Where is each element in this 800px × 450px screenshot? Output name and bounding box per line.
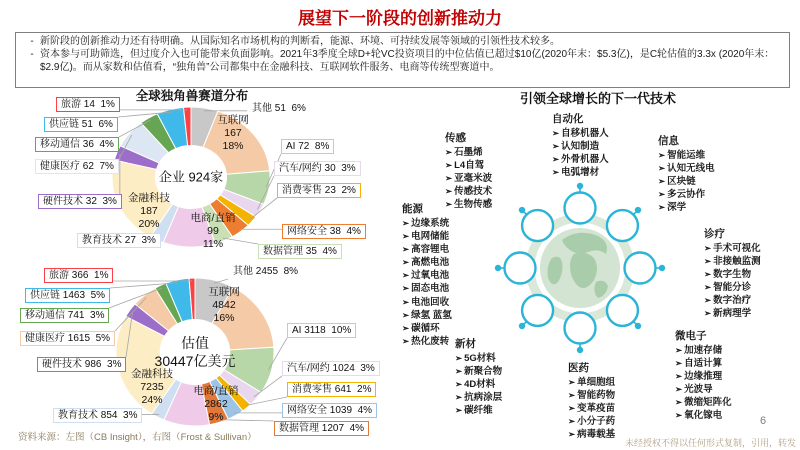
slice-callout-label: AI 72 8%: [281, 139, 334, 154]
arrow-bullet-icon: ➢: [704, 282, 712, 293]
arrow-bullet-icon: ➢: [445, 147, 453, 157]
tech-item-label: 传感技术: [454, 186, 493, 198]
donut-chart-title: 全球独角兽赛道分布: [135, 89, 249, 103]
tech-item: [445, 198, 492, 211]
slice-callout-label: 消费零售 23 2%: [277, 183, 361, 198]
tech-item: [402, 256, 452, 269]
slice-callout-label: 数据管理 1207 4%: [274, 421, 369, 436]
tech-item-label: 绿氢 蓝氢: [411, 309, 452, 321]
slice-callout-label: 网络安全 38 4%: [282, 224, 366, 239]
node-dot: [519, 207, 525, 213]
tech-item-label: 石墨烯: [454, 147, 483, 158]
tech-panel-title: 引领全球增长的下一代技术: [519, 91, 676, 106]
tech-item-label: 新聚合物: [464, 366, 503, 378]
tech-item: [402, 282, 452, 295]
node-dot: [577, 183, 583, 189]
tech-item: [568, 402, 615, 415]
node-dot: [635, 323, 641, 329]
arrow-bullet-icon: ➢: [445, 160, 453, 171]
tech-item-label: 认知无线电: [667, 163, 715, 175]
tech-group-title: 能源: [402, 203, 423, 215]
tech-node-circle: [505, 253, 536, 284]
slice-callout-label: 移动通信 741 3%: [20, 308, 109, 323]
slice-callout-label: 数据管理 35 4%: [258, 244, 342, 259]
tech-item: [552, 127, 609, 140]
tech-node-circle: [607, 295, 638, 326]
tech-item: [658, 201, 715, 214]
tech-item-label: 智能运维: [667, 150, 706, 161]
arrow-bullet-icon: ➢: [402, 335, 410, 346]
tech-item-label: 变革疫苗: [577, 403, 616, 415]
arrow-bullet-icon: ➢: [552, 167, 560, 178]
tech-item-label: 智能分诊: [713, 282, 752, 294]
arrow-bullet-icon: ➢: [455, 379, 463, 390]
slice-callout-label: 其他 51 6%: [252, 103, 306, 114]
tech-item: [402, 309, 452, 322]
arrow-bullet-icon: ➢: [675, 358, 683, 369]
arrow-bullet-icon: ➢: [704, 269, 712, 280]
tech-item: [704, 307, 761, 320]
tech-item: [675, 396, 732, 409]
tech-item: [568, 415, 615, 428]
tech-item-label: 新病理学: [713, 308, 752, 320]
tech-item-label: 多云协作: [667, 189, 706, 201]
arrow-bullet-icon: ➢: [402, 322, 410, 333]
arrow-bullet-icon: ➢: [402, 309, 410, 320]
tech-item-label: 电网储能: [411, 231, 450, 243]
tech-group-title: 诊疗: [704, 228, 725, 240]
copyright-note: 未经授权不得以任何形式复制，引用，转发: [624, 438, 796, 448]
arrow-bullet-icon: ➢: [704, 308, 712, 319]
arrow-bullet-icon: ➢: [552, 154, 560, 165]
tech-node-circle: [565, 193, 596, 224]
tech-item-label: 小分子药: [577, 416, 616, 428]
donut-center-label: 企业 924家: [158, 169, 224, 185]
globe-diagram: [470, 158, 690, 378]
tech-item: [445, 146, 492, 159]
tech-node-circle: [625, 253, 656, 284]
arrow-bullet-icon: ➢: [658, 189, 666, 200]
tech-group-2: [658, 133, 715, 214]
tech-group-title: 信息: [658, 135, 679, 147]
tech-item: [402, 217, 452, 230]
tech-item: [402, 269, 452, 282]
tech-item-label: 电池回收: [411, 296, 450, 308]
tech-item: [704, 242, 761, 255]
tech-item-label: 非接触监测: [713, 256, 761, 268]
arrow-bullet-icon: ➢: [658, 202, 666, 213]
tech-group-title: 医药: [568, 362, 589, 374]
tech-item: [704, 255, 761, 268]
slice-callout-label: 教育技术 27 3%: [77, 233, 161, 248]
summary-text-2: 资本参与可助筛选，但过度介入也可能带来负面影响。2021年3季度全球D+轮VC投资项目的中位估值已超过$10亿(2020年末：$5.3亿)，是C轮估值的3.3x (2020年末：$2.9亿)。而从家数和估值看，“独角兽”公司都集中在金融科技、互联网软件服务、电商等传统型赛道中。: [40, 48, 775, 73]
arrow-bullet-icon: ➢: [402, 244, 410, 255]
arrow-bullet-icon: ➢: [568, 377, 576, 387]
node-dot: [659, 265, 665, 271]
tech-item: [455, 365, 502, 378]
tech-item: [455, 391, 502, 404]
tech-group-0: [552, 111, 609, 179]
tech-item-label: 外骨机器人: [561, 154, 609, 166]
tech-item: [658, 149, 715, 162]
tech-item-label: 加速存储: [684, 345, 723, 356]
tech-item-label: 手术可视化: [713, 243, 761, 254]
donut-center-label: 估值 30447亿美元: [154, 335, 236, 369]
tech-item: [704, 294, 761, 307]
node-dot: [519, 323, 525, 329]
slice-callout-label: 消费零售 641 2%: [287, 382, 376, 397]
tech-item-label: 高燃电池: [411, 257, 450, 269]
tech-item-label: 亚毫米波: [454, 173, 493, 185]
tech-item: [402, 296, 452, 309]
page-number: 6: [760, 415, 767, 427]
slice-callout-label: 硬件技术 986 3%: [37, 357, 126, 372]
tech-item: [402, 243, 452, 256]
tech-item-label: 高容锂电: [411, 244, 450, 256]
tech-item: [704, 281, 761, 294]
slide-title: 展望下一阶段的创新推动力: [298, 9, 502, 28]
tech-item: [568, 428, 615, 441]
tech-item-label: 区块链: [667, 176, 696, 188]
tech-item: [552, 153, 609, 166]
arrow-bullet-icon: ➢: [402, 231, 410, 242]
tech-group-title: 自动化: [552, 113, 584, 125]
tech-item: [402, 230, 452, 243]
tech-item-label: 边缘推理: [684, 371, 723, 383]
arrow-bullet-icon: ➢: [568, 429, 576, 440]
arrow-bullet-icon: ➢: [445, 199, 453, 210]
slice-callout-label: 旅游 366 1%: [44, 268, 113, 283]
tech-item-label: 认知制造: [561, 141, 600, 153]
arrow-bullet-icon: ➢: [675, 410, 683, 421]
arrow-bullet-icon: ➢: [445, 173, 453, 184]
tech-item: [552, 140, 609, 153]
tech-group-1: [445, 130, 492, 211]
arrow-bullet-icon: ➢: [455, 366, 463, 377]
tech-item: [675, 409, 732, 422]
tech-item-label: 边缘系统: [411, 218, 450, 229]
slice-inner-label: 互联网 167 18%: [217, 114, 249, 152]
tech-item-label: 单细胞组: [577, 377, 616, 388]
tech-item: [455, 378, 502, 391]
arrow-bullet-icon: ➢: [402, 296, 410, 307]
tech-node-circle: [607, 210, 638, 241]
arrow-bullet-icon: ➢: [658, 150, 666, 160]
slice-callout-label: 旅游 14 1%: [56, 97, 120, 112]
tech-item-label: 固态电池: [411, 283, 450, 295]
slice-inner-label: 互联网 4842 16%: [208, 286, 240, 324]
tech-item-label: 5G材料: [464, 353, 496, 364]
tech-node-circle: [522, 210, 553, 241]
tech-group-5: [455, 336, 502, 417]
tech-item-label: 数字生物: [713, 269, 752, 281]
node-dot: [635, 207, 641, 213]
tech-group-3: [402, 201, 452, 348]
slice-callout-label: 健康医疗 62 7%: [35, 159, 119, 174]
arrow-bullet-icon: ➢: [675, 371, 683, 382]
tech-item-label: 电弧增材: [561, 167, 600, 179]
tech-item-label: 碳循环: [411, 322, 440, 334]
slice-inner-label: 金融科技 187 20%: [128, 192, 170, 230]
arrow-bullet-icon: ➢: [455, 405, 463, 416]
tech-item: [455, 352, 502, 365]
arrow-bullet-icon: ➢: [568, 416, 576, 427]
tech-item: [455, 404, 502, 417]
slice-callout-label: 其他 2455 8%: [233, 266, 299, 277]
slice-callout-label: AI 3118 10%: [287, 323, 356, 338]
tech-item: [704, 268, 761, 281]
slice-callout-label: 汽车/网约 30 3%: [274, 161, 361, 176]
arrow-bullet-icon: ➢: [552, 141, 560, 152]
arrow-bullet-icon: ➢: [704, 295, 712, 306]
arrow-bullet-icon: ➢: [568, 403, 576, 414]
tech-item: [568, 389, 615, 402]
tech-item: [402, 322, 452, 335]
tech-item: [552, 166, 609, 179]
tech-group-title: 传感: [445, 132, 466, 144]
source-note: 资料来源：左图（CB Insight），右图（Frost & Sullivan）: [18, 432, 257, 443]
arrow-bullet-icon: ➢: [402, 270, 410, 281]
slice-callout-label: 教育技术 854 3%: [53, 408, 142, 423]
node-dot: [577, 347, 583, 353]
arrow-bullet-icon: ➢: [402, 257, 410, 268]
tech-group-7: [675, 328, 732, 423]
slice-callout-label: 供应链 1463 5%: [25, 288, 110, 303]
tech-item-label: 微缩矩阵化: [684, 397, 732, 409]
tech-item-label: 数字治疗: [713, 295, 752, 307]
slice-inner-label: 电商/直销 2862 9%: [193, 385, 239, 423]
arrow-bullet-icon: ➢: [402, 283, 410, 294]
arrow-bullet-icon: ➢: [704, 256, 712, 267]
tech-item-label: 智能药物: [577, 390, 616, 402]
tech-item-label: 光波导: [684, 384, 713, 396]
tech-group-4: [704, 226, 761, 321]
arrow-bullet-icon: ➢: [704, 243, 712, 253]
arrow-bullet-icon: ➢: [658, 176, 666, 187]
tech-group-title: 微电子: [675, 330, 707, 342]
tech-item-label: 4D材料: [464, 379, 496, 391]
tech-item: [658, 162, 715, 175]
tech-group-title: 新材: [455, 338, 476, 350]
arrow-bullet-icon: ➢: [552, 128, 560, 138]
tech-item-label: 生物传感: [454, 199, 493, 211]
tech-item-label: 氧化镓电: [684, 410, 723, 422]
tech-item: [658, 188, 715, 201]
tech-item: [445, 185, 492, 198]
slice-inner-label: 电商/直销 99 11%: [190, 212, 236, 250]
summary-text-1: 新阶段的创新推动力还有待明确。从国际知名市场机构的判断看，能源、环境、可持续发展等领域的引领性技术较多。: [40, 36, 560, 47]
arrow-bullet-icon: ➢: [402, 218, 410, 228]
tech-item: [658, 175, 715, 188]
arrow-bullet-icon: ➢: [455, 353, 463, 363]
arrow-bullet-icon: ➢: [658, 163, 666, 174]
arrow-bullet-icon: ➢: [675, 397, 683, 408]
tech-item-label: 抗病涂层: [464, 392, 503, 404]
tech-item: [675, 357, 732, 370]
tech-item: [675, 383, 732, 396]
tech-group-6: [568, 360, 615, 441]
tech-item-label: 热化废转: [411, 335, 450, 347]
tech-item-label: 自移机器人: [561, 128, 609, 139]
tech-item: [675, 370, 732, 383]
arrow-bullet-icon: ➢: [675, 384, 683, 395]
tech-node-circle: [522, 295, 553, 326]
tech-item: [402, 335, 452, 348]
tech-node-circle: [565, 313, 596, 344]
node-dot: [495, 265, 501, 271]
bullet-marker: -: [30, 48, 34, 60]
tech-item-label: L4自驾: [454, 160, 485, 172]
tech-item: [445, 159, 492, 172]
slice-callout-label: 健康医疗 1615 5%: [20, 331, 115, 346]
arrow-bullet-icon: ➢: [568, 390, 576, 401]
slice-callout-label: 网络安全 1039 4%: [282, 403, 377, 418]
slice-callout-label: 供应链 51 6%: [44, 117, 118, 132]
tech-item-label: 自适计算: [684, 358, 723, 370]
slice-inner-label: 金融科技 7235 24%: [131, 368, 173, 406]
slice-callout-label: 移动通信 36 4%: [35, 137, 119, 152]
tech-item-label: 病毒载基: [577, 429, 616, 441]
bullet-marker: -: [30, 36, 34, 47]
tech-item-label: 碳纤维: [464, 405, 493, 417]
arrow-bullet-icon: ➢: [445, 186, 453, 197]
tech-item: [445, 172, 492, 185]
tech-item-label: 深学: [667, 202, 687, 214]
slice-callout-label: 汽车/网约 1024 3%: [282, 361, 380, 376]
tech-item-label: 过氧电池: [411, 270, 450, 282]
slice-callout-label: 硬件技术 32 3%: [38, 194, 122, 209]
tech-item: [568, 376, 615, 389]
arrow-bullet-icon: ➢: [455, 392, 463, 403]
arrow-bullet-icon: ➢: [675, 345, 683, 355]
tech-item: [675, 344, 732, 357]
